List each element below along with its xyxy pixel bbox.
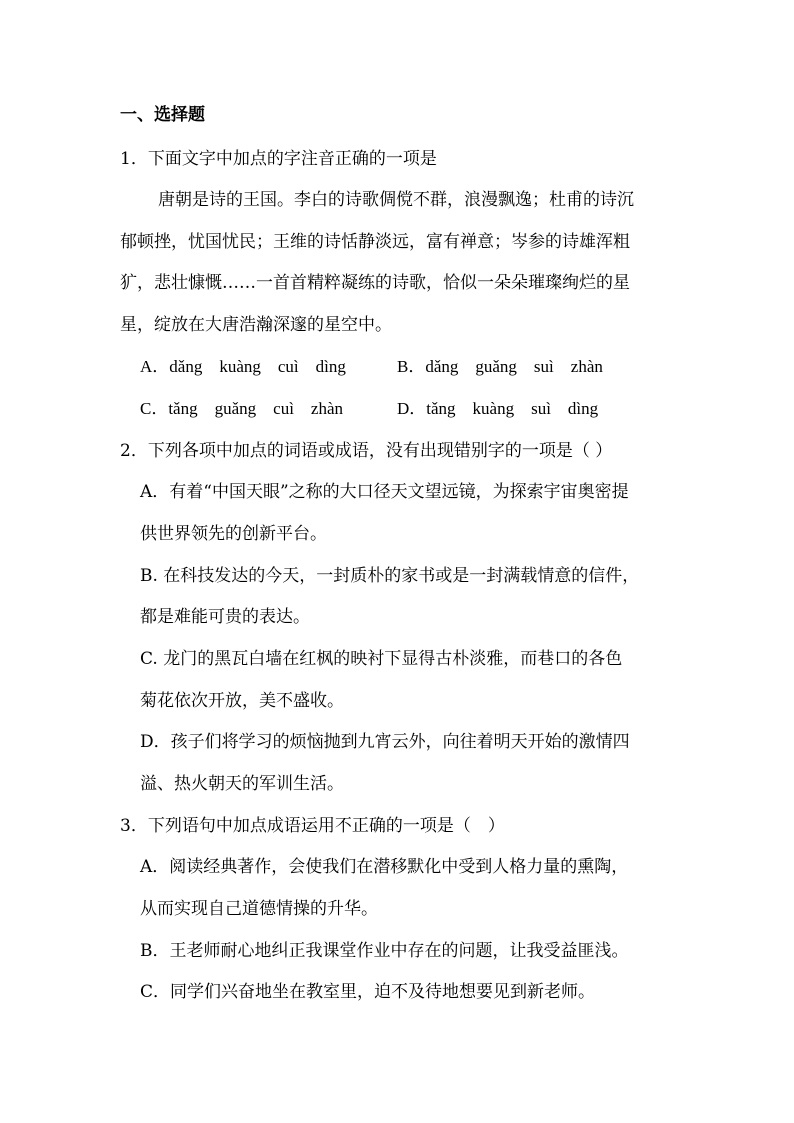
passage-line: 犷，悲壮慷慨……一首首精粹凝练的诗歌，恰似一朵朵璀璨绚烂的星 [120,273,630,293]
option-d: D．tǎng kuàng suì dìng [397,399,599,418]
option-a: A．dǎng kuàng cuì dìng [140,357,346,376]
question-text: 下列各项中加点的词语或成语，没有出现错别字的一项是（ ） [147,441,613,461]
option-line: 溢、热火朝天的军训生活。 [140,774,344,794]
passage-line: 郁顿挫，忧国忧民；王维的诗恬静淡远，富有禅意；岑参的诗雄浑粗 [120,232,630,252]
option-line: B．王老师耐心地纠正我课堂作业中存在的问题，让我受益匪浅。 [140,941,629,961]
option-line: 菊花依次开放，美不盛收。 [140,691,344,711]
question-number: 1． [120,149,148,169]
question-3-stem [120,815,505,837]
question-text: 下列语句中加点成语运用不正确的一项是（ ） [147,816,505,836]
section-heading: 一、选择题 [120,105,205,125]
question-2-stem [120,440,612,462]
option-line: 都是难能可贵的表达。 [140,607,310,627]
option-b: B．dǎng guǎng suì zhàn [397,357,603,376]
option-line: D．孩子们将学习的烦恼抛到九宵云外，向往着明天开始的激情四 [140,732,630,752]
question-1-stem [120,148,437,170]
option-line: C. 龙门的黑瓦白墙在红枫的映衬下显得古朴淡雅，而巷口的各色 [140,649,623,669]
option-line: 从而实现自己道德情操的升华。 [140,899,378,919]
option-line: 供世界领先的创新平台。 [140,524,327,544]
option-line: A．有着“中国天眼”之称的大口径天文望远镜，为探索宇宙奥密提 [140,482,629,502]
passage-line: 唐朝是诗的王国。李白的诗歌倜傥不群，浪漫飘逸；杜甫的诗沉 [158,190,634,210]
question-number: 2． [120,441,148,461]
passage-line: 星，绽放在大唐浩瀚深邃的星空中。 [120,315,392,335]
option-line: B. 在科技发达的今天，一封质朴的家书或是一封满载情意的信件， [140,566,640,586]
question-text: 下面文字中加点的字注音正确的一项是 [147,149,437,169]
option-c: C．tǎng guǎng cuì zhàn [140,399,344,418]
option-line: C．同学们兴奋地坐在教室里，迫不及待地想要见到新老师。 [140,982,596,1002]
option-line: A．阅读经典著作，会使我们在潜移默化中受到人格力量的熏陶， [140,857,629,877]
question-number: 3． [120,816,148,836]
